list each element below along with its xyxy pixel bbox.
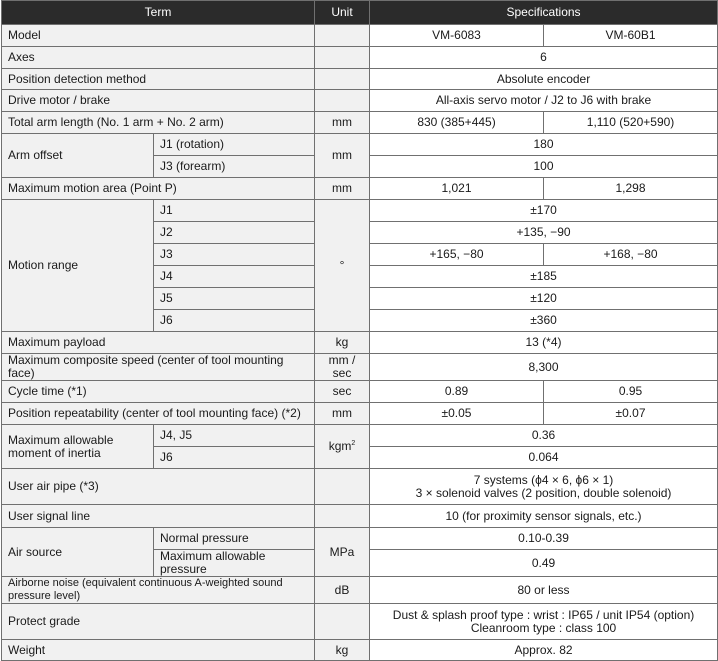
row-inertia-j45 — [2, 425, 718, 447]
term-model: Model — [2, 25, 315, 47]
unit-noise: dB — [315, 577, 370, 604]
term-payload: Maximum payload — [2, 332, 315, 354]
sub-motion-range-j5: J5 — [154, 288, 315, 310]
value-motion-range-j1: ±170 — [370, 200, 718, 222]
unit-payload: kg — [315, 332, 370, 354]
value-model-vm60b1: VM-60B1 — [544, 25, 718, 47]
sub-air-source-normal: Normal pressure — [154, 528, 315, 550]
value-air-pipe-line2: 3 × solenoid valves (2 position, double solenoid) — [415, 485, 672, 500]
unit-model — [315, 25, 370, 47]
value-drive-motor: All-axis servo motor / J2 to J6 with brake — [370, 90, 718, 112]
header-row — [2, 1, 718, 25]
value-repeatability-vm60b1: ±0.07 — [544, 403, 718, 425]
specifications-table — [1, 0, 718, 661]
unit-air-source: MPa — [315, 528, 370, 577]
sub-arm-offset-j3: J3 (forearm) — [154, 156, 315, 178]
row-repeatability — [2, 403, 718, 425]
value-motion-range-j3-vm6083: +165, −80 — [370, 244, 544, 266]
value-model-vm6083: VM-6083 — [370, 25, 544, 47]
header-specifications: Specifications — [370, 1, 718, 25]
sub-arm-offset-j1: J1 (rotation) — [154, 134, 315, 156]
row-position-detection — [2, 69, 718, 90]
value-cycle-time-vm60b1: 0.95 — [544, 381, 718, 403]
sub-motion-range-j6: J6 — [154, 310, 315, 332]
row-air-source-normal — [2, 528, 718, 550]
unit-drive-motor — [315, 90, 370, 112]
header-term: Term — [2, 1, 315, 25]
term-protect-grade: Protect grade — [2, 604, 315, 640]
row-composite-speed — [2, 354, 718, 381]
value-noise: 80 or less — [370, 577, 718, 604]
value-signal-line: 10 (for proximity sensor signals, etc.) — [370, 505, 718, 528]
term-motion-area: Maximum motion area (Point P) — [2, 178, 315, 200]
value-protect-grade-line1: Dust & splash proof type : wrist : IP65 / unit IP54 (option) — [392, 607, 695, 622]
term-axes: Axes — [2, 47, 315, 69]
sub-motion-range-j3: J3 — [154, 244, 315, 266]
value-cycle-time-vm6083: 0.89 — [370, 381, 544, 403]
row-cycle-time — [2, 381, 718, 403]
sub-motion-range-j4: J4 — [154, 266, 315, 288]
unit-arm-length: mm — [315, 112, 370, 134]
term-air-pipe: User air pipe (*3) — [2, 469, 315, 505]
row-motion-area — [2, 178, 718, 200]
term-position-detection: Position detection method — [2, 69, 315, 90]
row-signal-line — [2, 505, 718, 528]
value-air-source-normal: 0.10-0.39 — [370, 528, 718, 550]
unit-position-detection — [315, 69, 370, 90]
value-motion-area-vm60b1: 1,298 — [544, 178, 718, 200]
row-protect-grade — [2, 604, 718, 640]
value-motion-range-j6: ±360 — [370, 310, 718, 332]
value-motion-range-j2: +135, −90 — [370, 222, 718, 244]
sub-motion-range-j2: J2 — [154, 222, 315, 244]
value-axes: 6 — [370, 47, 718, 69]
value-motion-range-j3-vm60b1: +168, −80 — [544, 244, 718, 266]
row-motion-range-j1 — [2, 200, 718, 222]
term-air-source: Air source — [2, 528, 154, 577]
header-unit: Unit — [315, 1, 370, 25]
value-weight: Approx. 82 — [370, 640, 718, 661]
value-motion-range-j5: ±120 — [370, 288, 718, 310]
value-air-source-max: 0.49 — [370, 550, 718, 577]
value-position-detection: Absolute encoder — [370, 69, 718, 90]
sub-motion-range-j1: J1 — [154, 200, 315, 222]
unit-motion-range: ° — [315, 200, 370, 332]
row-payload — [2, 332, 718, 354]
sub-air-source-max: Maximum allowable pressure — [154, 550, 315, 577]
unit-signal-line — [315, 505, 370, 528]
unit-cycle-time: sec — [315, 381, 370, 403]
term-repeatability: Position repeatability (center of tool mounting face) (*2) — [2, 403, 315, 425]
value-protect-grade-line2: Cleanroom type : class 100 — [470, 620, 617, 635]
unit-air-pipe — [315, 469, 370, 505]
row-arm-length — [2, 112, 718, 134]
value-air-pipe-line1: 7 systems (ϕ4 × 6, ϕ6 × 1) — [473, 472, 614, 487]
unit-arm-offset: mm — [315, 134, 370, 178]
row-noise — [2, 577, 718, 604]
unit-inertia-base: kgm — [328, 439, 352, 453]
row-model — [2, 25, 718, 47]
value-motion-range-j4: ±185 — [370, 266, 718, 288]
term-arm-length: Total arm length (No. 1 arm + No. 2 arm) — [2, 112, 315, 134]
value-arm-offset-j3: 100 — [370, 156, 718, 178]
value-inertia-j45: 0.36 — [370, 425, 718, 447]
term-composite-speed: Maximum composite speed (center of tool mounting face) — [2, 354, 315, 381]
unit-weight: kg — [315, 640, 370, 661]
value-payload: 13 (*4) — [370, 332, 718, 354]
unit-axes — [315, 47, 370, 69]
row-arm-offset-j1 — [2, 134, 718, 156]
value-inertia-j6: 0.064 — [370, 447, 718, 469]
value-arm-offset-j1: 180 — [370, 134, 718, 156]
value-motion-area-vm6083: 1,021 — [370, 178, 544, 200]
sub-inertia-j6: J6 — [154, 447, 315, 469]
term-drive-motor: Drive motor / brake — [2, 90, 315, 112]
term-signal-line: User signal line — [2, 505, 315, 528]
term-motion-range: Motion range — [2, 200, 154, 332]
row-air-pipe — [2, 469, 718, 505]
value-protect-grade — [370, 604, 718, 640]
value-arm-length-vm6083: 830 (385+445) — [370, 112, 544, 134]
value-repeatability-vm6083: ±0.05 — [370, 403, 544, 425]
term-inertia: Maximum allowable moment of inertia — [2, 425, 154, 469]
value-air-pipe — [370, 469, 718, 505]
unit-protect-grade — [315, 604, 370, 640]
term-cycle-time: Cycle time (*1) — [2, 381, 315, 403]
row-axes — [2, 47, 718, 69]
unit-repeatability: mm — [315, 403, 370, 425]
unit-motion-area: mm — [315, 178, 370, 200]
term-noise: Airborne noise (equivalent continuous A-weighted sound pressure level) — [2, 577, 315, 604]
unit-inertia-exponent: 2 — [351, 440, 356, 447]
value-arm-length-vm60b1: 1,110 (520+590) — [544, 112, 718, 134]
term-weight: Weight — [2, 640, 315, 661]
unit-composite-speed: mm / sec — [315, 354, 370, 381]
row-drive-motor — [2, 90, 718, 112]
sub-inertia-j45: J4, J5 — [154, 425, 315, 447]
value-composite-speed: 8,300 — [370, 354, 718, 381]
unit-inertia — [315, 425, 370, 469]
term-arm-offset: Arm offset — [2, 134, 154, 178]
